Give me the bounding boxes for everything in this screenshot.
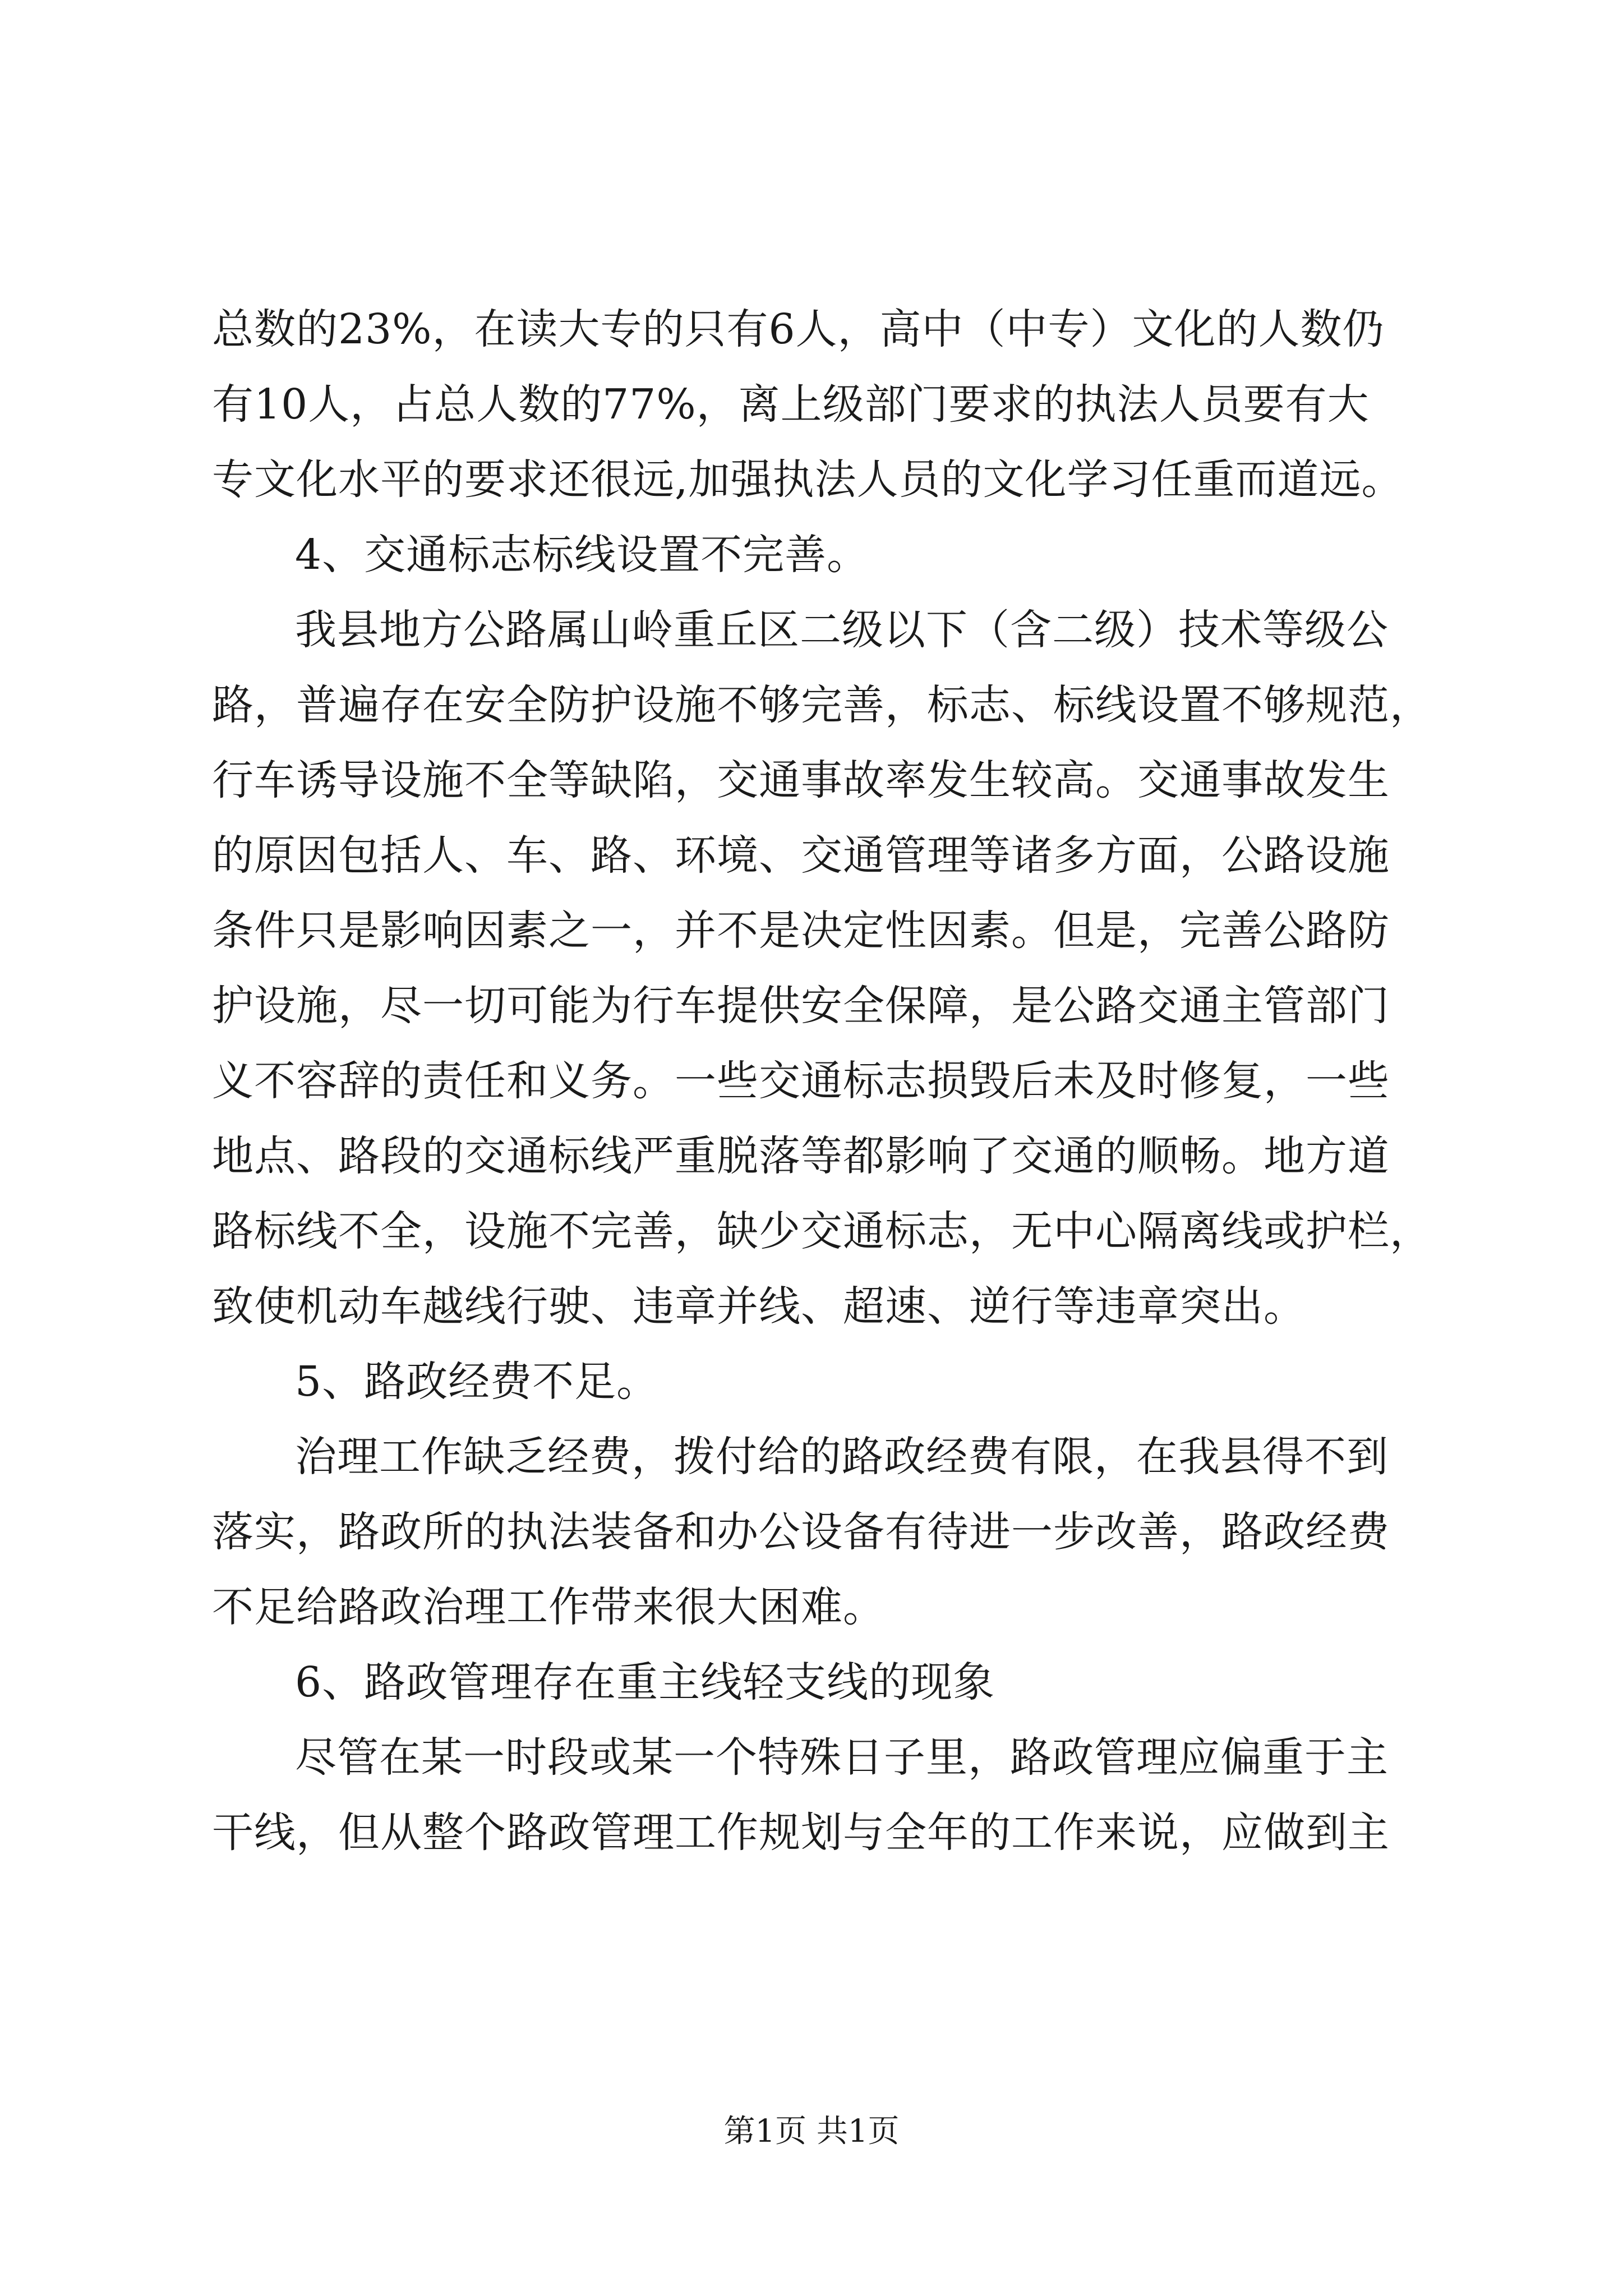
text-line: 致使机动车越线行驶、违章并线、超速、逆行等违章突出。 <box>212 1282 1306 1331</box>
page-footer: 第1页 共1页 <box>723 2113 900 2150</box>
text-line: 干线，但从整个路政管理工作规划与全年的工作来说，应做到主 <box>212 1809 1390 1857</box>
text-line: 的原因包括人、车、路、环境、交通管理等诸多方面，公路设施 <box>212 831 1390 880</box>
text-line: 行车诱导设施不全等缺陷，交通事故率发生较高。交通事故发生 <box>212 756 1390 804</box>
text-line: 我县地方公路属山岭重丘区二级以下（含二级）技术等级公 <box>295 606 1389 654</box>
text-line: 路标线不全，设施不完善，缺少交通标志，无中心隔离线或护栏， <box>212 1207 1432 1255</box>
document-body <box>212 292 1432 1870</box>
text-line: 落实，路政所的执法装备和办公设备有待进一步改善，路政经费 <box>212 1508 1390 1556</box>
text-line: 路，普遍存在安全防护设施不够完善，标志、标线设置不够规范， <box>212 681 1432 729</box>
text-line: 总数的23%，在读大专的只有6人，高中（中专）文化的人数仍 <box>212 305 1385 353</box>
text-line: 条件只是影响因素之一，并不是决定性因素。但是，完善公路防 <box>212 907 1390 955</box>
section-heading-6: 6、路政管理存在重主线轻支线的现象 <box>295 1658 995 1706</box>
text-line: 治理工作缺乏经费，拨付给的路政经费有限，在我县得不到 <box>295 1433 1389 1481</box>
text-line: 专文化水平的要求还很远,加强执法人员的文化学习任重而道远。 <box>212 455 1404 504</box>
text-line: 护设施，尽一切可能为行车提供安全保障，是公路交通主管部门 <box>212 982 1390 1030</box>
text-line: 义不容辞的责任和义务。一些交通标志损毁后未及时修复，一些 <box>212 1057 1390 1105</box>
section-heading-5: 5、路政经费不足。 <box>295 1358 659 1406</box>
text-line: 有10人，占总人数的77%，离上级部门要求的执法人员要有大 <box>212 380 1370 429</box>
text-line: 不足给路政治理工作带来很大困难。 <box>212 1583 885 1631</box>
section-heading-4: 4、交通标志标线设置不完善。 <box>295 531 869 579</box>
text-line: 尽管在某一时段或某一个特殊日子里，路政管理应偏重于主 <box>295 1733 1389 1782</box>
text-line: 地点、路段的交通标线严重脱落等都影响了交通的顺畅。地方道 <box>212 1132 1390 1180</box>
